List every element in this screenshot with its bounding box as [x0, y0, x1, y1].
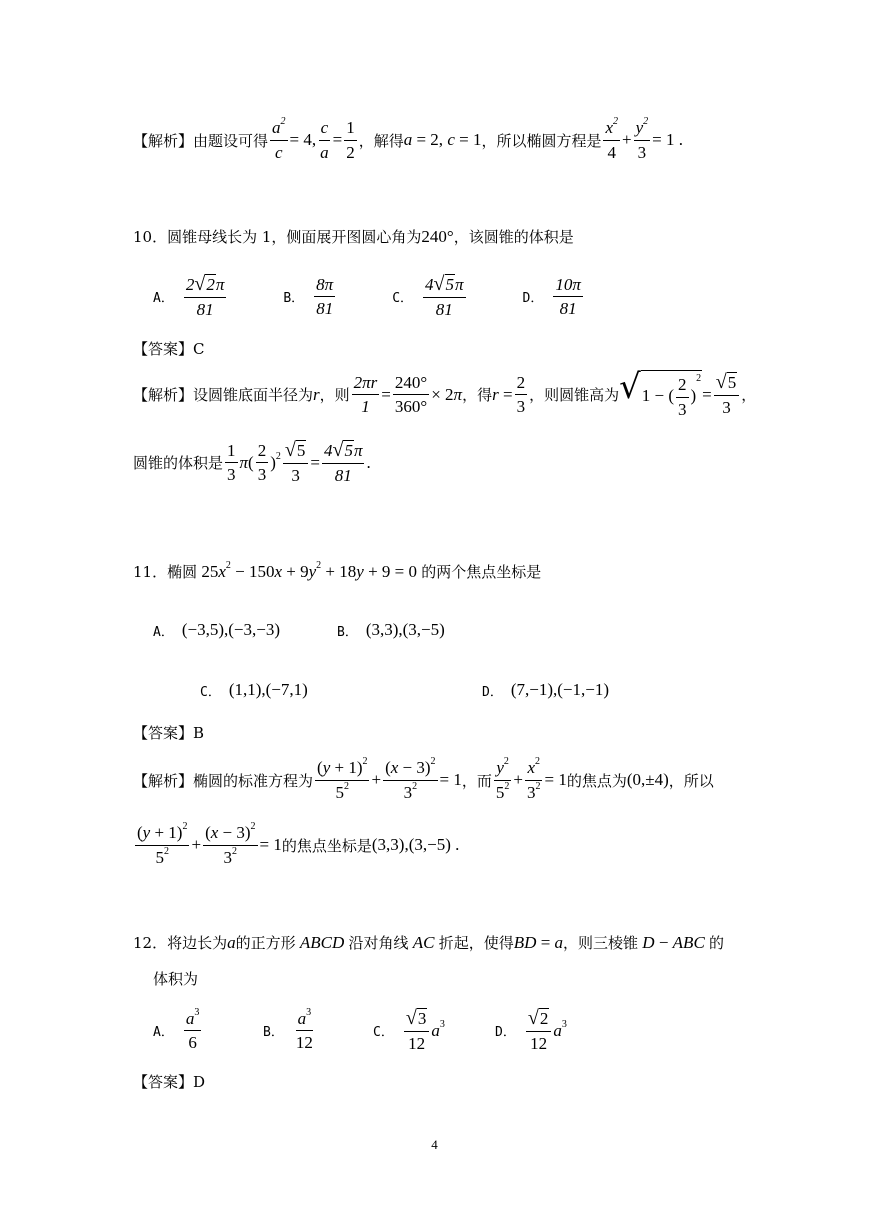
- option-b[interactable]: B． $\frac{8\pi}{81}$: [283, 274, 334, 319]
- q12-stem-e: ，则三棱锥: [563, 934, 639, 952]
- q12-stem-b: 的正方形: [235, 934, 296, 952]
- fraction: $\frac{y^2}{3}$: [635, 116, 649, 162]
- q11-focus-label: 的焦点坐标是: [281, 836, 372, 855]
- q10-stem-tail: ，该圆锥的体积是: [453, 228, 574, 246]
- q11-stem-text: 11．椭圆: [133, 563, 198, 581]
- q10-answer: 【答案】C: [133, 340, 205, 358]
- fraction: $\frac{(y + 1)^2}{5^2}$: [137, 821, 188, 867]
- q12-answer: 【答案】D: [133, 1073, 206, 1091]
- fraction: $\frac{2\pi r}{1}$: [353, 372, 378, 417]
- q11-analysis-prefix: 【解析】椭圆的标准方程为: [133, 771, 314, 790]
- q10-analysis-prefix: 【解析】设圆锥底面半径为: [133, 386, 314, 405]
- q11-stem-tail: 的两个焦点坐标是: [421, 563, 542, 581]
- q11-analysis-focus-val: (0,±4): [626, 770, 669, 790]
- option-c[interactable]: C． (1,1),(−7,1): [200, 680, 308, 700]
- option-a[interactable]: A． $\frac{a^3}{6}$: [153, 1006, 200, 1053]
- q12-stem-a: 12．将边长为: [133, 934, 228, 952]
- fraction: 4 √ 5 π 81: [323, 439, 363, 485]
- q10-options: [153, 274, 809, 319]
- page-number: 4: [431, 1137, 438, 1152]
- q11-conclusion: $\frac{(y + 1)^2}{5^2}$ + $\frac{(x - 3)^2}{3^2}$ = 1 的焦点坐标是 (3,3),(3,−5) .: [137, 821, 460, 867]
- fraction: $\frac{1}{3}$: [227, 440, 236, 485]
- fraction: $\frac{8\pi}{81}$: [316, 274, 334, 319]
- fraction: $\frac{x^2}{4}$: [605, 116, 619, 162]
- q9-analysis-prefix: 【解析】由题设可得: [133, 131, 269, 150]
- fraction: $\frac{a^3}{6}$: [185, 1006, 200, 1053]
- q10-analysis-height: ，则圆锥高为: [529, 386, 620, 405]
- q10-analysis: 【解析】设圆锥底面半径为 r ，则 $\frac{2\pi r}{1}$ = $\frac{240^\circ}{360^\circ}$ × 2 π ，得 r = $\frac{2}{3}$ ，则圆锥高为 √ 1 − ( $\frac{2}{3}$ )$^2$ = √ 5 3 ，: [133, 367, 757, 419]
- option-a[interactable]: A． (−3,5),(−3,−3): [153, 620, 280, 640]
- fraction: √ 3 12: [404, 1008, 429, 1053]
- q11-analysis-focus: 的焦点为: [566, 771, 627, 790]
- q12-stem-d: 折起，使得: [438, 934, 514, 952]
- fraction: $\frac{y^2}{5^2}$: [495, 756, 510, 802]
- q11-stem: 11．椭圆 $25x^2 - 150x + 9y^2 + 18y + 9 = 0$ 的两个焦点坐标是: [133, 559, 542, 581]
- q11-focus-val: (3,3),(3,−5): [371, 835, 451, 855]
- q10-stem-angle: 240°: [421, 226, 454, 246]
- option-b[interactable]: B． (3,3),(3,−5): [337, 620, 445, 640]
- q12-stem-line2: 体积为: [153, 970, 199, 988]
- q10-volume: 圆锥的体积是 $\frac{1}{3}$ π ( $\frac{2}{3}$ )$^2$ √ 5 3 = 4 √ 5 π 81 .: [133, 439, 371, 485]
- sqrt-expr: √ 1 − ( $\frac{2}{3}$ )$^2$: [619, 367, 702, 419]
- option-c[interactable]: C． √ 3 12 a $^3$: [373, 1007, 445, 1053]
- option-d[interactable]: D． √ 2 12 a $^3$: [495, 1007, 567, 1053]
- option-d[interactable]: D． $\frac{10\pi}{81}$: [522, 274, 581, 319]
- fraction: √ 2 12: [526, 1008, 551, 1053]
- q11-analysis: 【解析】椭圆的标准方程为 $\frac{(y + 1)^2}{5^2}$ + $\frac{(x - 3)^2}{3^2}$ = 1 ，而 $\frac{y^2}{5^2}$ + $\frac{x^2}{3^2}$ = 1 的焦点为 (0,±4) ，所以: [133, 756, 714, 802]
- q11-analysis-and: ，而: [461, 771, 492, 790]
- q10-analysis-then: ，则: [319, 386, 350, 405]
- q11-options-row2: [200, 680, 809, 700]
- q9-mid2: ，所以椭圆方程是: [481, 131, 602, 150]
- q10-stem-text: 10．圆锥母线长为 1，侧面展开图圆心角为: [133, 228, 422, 246]
- fraction: $\frac{1}{2}$: [346, 118, 355, 162]
- option-c[interactable]: C． 4 √ 5 π 81: [392, 273, 464, 319]
- fraction: $\frac{2}{3}$: [516, 372, 526, 417]
- option-b[interactable]: B． $\frac{a^3}{12}$: [263, 1006, 313, 1053]
- q10-stem: [133, 226, 809, 247]
- q9-mid1: ，解得: [358, 131, 404, 150]
- q10-analysis-get: ，得: [462, 386, 493, 405]
- fraction: $\frac{(x - 3)^2}{3^2}$: [205, 821, 256, 867]
- q10-volume-label: 圆锥的体积是: [133, 454, 224, 473]
- fraction: $\frac{2}{3}$: [257, 440, 267, 485]
- fraction: $\frac{(y + 1)^2}{5^2}$: [317, 756, 368, 802]
- fraction: $\frac{x^2}{3^2}$: [527, 756, 541, 802]
- fraction: $\frac{240^\circ}{360^\circ}$: [394, 372, 428, 417]
- fraction: $\frac{c}{a}$: [320, 118, 329, 162]
- q11-options-row1: [153, 620, 809, 640]
- q12-stem: 12．将边长为 a 的正方形 ABCD 沿对角线 AC 折起，使得 BD = a ，则三棱锥 D − ABC 的: [133, 932, 725, 952]
- fraction: $\frac{a^2}{c}$: [272, 116, 286, 162]
- q12-options: [153, 1008, 809, 1053]
- fraction: 4 √ 5 π 81: [425, 273, 464, 319]
- fraction: 2 √ 2 π 81: [185, 273, 225, 319]
- q11-analysis-so: ，所以: [668, 771, 714, 790]
- fraction: $\frac{a^3}{12}$: [295, 1006, 313, 1053]
- option-a[interactable]: A． 2 √ 2 π 81: [153, 273, 225, 319]
- option-d[interactable]: D． (7,−1),(−1,−1): [482, 680, 609, 700]
- q11-answer: 【答案】B: [133, 724, 205, 742]
- q9-analysis: 【解析】由题设可得 $\frac{a^2}{c}$ = 4, $\frac{c}{a}$ = $\frac{1}{2}$ ，解得 a = 2, c = 1 ，所以椭圆方程是 $\frac{x^2}{4}$ + $\frac{y^2}{3}$ = 1 .: [133, 116, 683, 162]
- fraction: $\frac{(x - 3)^2}{3^2}$: [385, 756, 436, 802]
- fraction: √ 5 3: [714, 372, 739, 417]
- q12-stem-f: 的: [709, 934, 725, 952]
- q12-stem-c: 沿对角线: [348, 934, 409, 952]
- fraction: $\frac{10\pi}{81}$: [555, 274, 581, 319]
- fraction: √ 5 3: [283, 440, 308, 485]
